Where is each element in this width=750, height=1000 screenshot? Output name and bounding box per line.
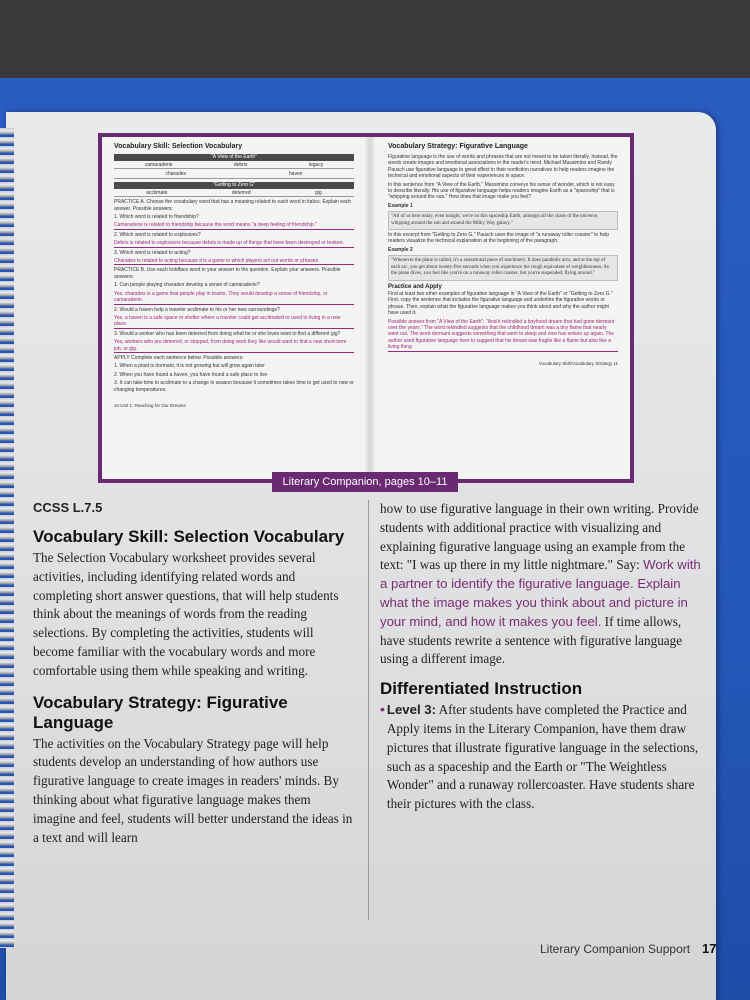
practice-a-q1: 1. Which word is related to friendship? xyxy=(114,214,199,221)
practice-a-a1: Camaraderie is related to friendship because the word means "a deep feeling of friendship." xyxy=(114,222,354,229)
paragraph-practice xyxy=(380,500,702,669)
practice-b-a1: Yes, charades is a game that people play in teams. They would develop a sense of friendship, or camaraderie. xyxy=(114,291,354,305)
paragraph-selection-vocabulary: The Selection Vocabulary worksheet provides several activities, including identifying related words and completing short answer questions, that will help students think about the meanings of words from the reading selections. By completing the activities, students will become familiar with the vocabulary words and more comfortable using them while speaking and writing. xyxy=(33,550,339,678)
spread-right-page xyxy=(388,143,618,367)
practice-b-a3: Yes, workers who are deterred, or stopped, from doing work they like would want to find a new short-term job, or gig. xyxy=(114,339,354,353)
apply-instructions: APPLY Complete each sentence below. Possible answers: xyxy=(114,354,244,361)
spread-left-title: Vocabulary Skill: Selection Vocabulary xyxy=(114,143,243,150)
example-1-box: "All of us here today, even tonight, we're on this spaceship Earth, amongst all the chaos of the universe, whipping around the sun and around the Milky Way galaxy." xyxy=(388,211,618,230)
word-set-2-title: "Getting to Zero G" xyxy=(114,182,354,189)
level-3-text: After students have completed the Practice and Apply items in the Literary Companion, have them draw pictures that illustrate figurative language in the selections, such as a spaceship and the Earth or "The Weightless Wonder" and a runaway rollercoaster. Have students share their pictures with the class. xyxy=(386,702,699,812)
practice-text-end: If time allows, have students rewrite a sentence with figurative language using a different image. xyxy=(380,613,683,667)
word-set-1-row1 xyxy=(114,162,354,169)
example-2-label: Example 2 xyxy=(388,246,413,253)
practice-apply-title: Practice and Apply xyxy=(388,283,442,290)
ccss-standard: CCSS L.7.5 xyxy=(33,500,103,515)
column-divider xyxy=(368,500,369,920)
heading-figurative-language: Vocabulary Strategy: Figurative Language xyxy=(33,692,288,732)
level-3-text-wrap xyxy=(387,701,702,814)
word-set-1-row2 xyxy=(114,171,354,178)
apply-item-1: 1. When a plant is dormant, it is not growing but will grow again later xyxy=(114,363,265,370)
vocab-word: debris xyxy=(233,162,248,168)
level-3-bullet xyxy=(380,701,702,822)
example-2-box: "Whenever the plane is called, it's a sensational piece of machinery. It does parabolic arcs, and at the top of each arc, you get about twenty-five seconds when you experience the rough equivalent of weightlessness. As the plane dives, you feel like you're on a runaway roller coaster, but you're suspended, flying around." xyxy=(388,255,618,280)
practice-a-a2: Debris is related to explosions because debris is made up of things that have been destroyed or broken. xyxy=(114,240,354,247)
practice-b-instructions: PRACTICE B. Use each boldface word in your answer to the question. Explain your answers. Possible answers: xyxy=(114,267,341,280)
practice-b-a2: Yes, a haven is a safe space or shelter where a traveler could get acclimated or used to living in a new place. xyxy=(114,315,354,329)
spiral-binding xyxy=(0,128,14,948)
footer-section-title: Literary Companion Support xyxy=(540,942,691,956)
left-column xyxy=(33,500,353,855)
word-set-2-row xyxy=(114,190,354,197)
vocab-word: acclimate xyxy=(146,189,168,196)
vocab-word: camaraderie xyxy=(144,162,173,168)
page-number: 17 xyxy=(702,941,717,956)
bullet-icon: • xyxy=(380,701,385,718)
spread-caption: Literary Companion, pages 10–11 xyxy=(272,472,458,492)
practice-b-q2: 2. Would a haven help a traveler acclimate to his or her new surroundings? xyxy=(114,306,280,313)
vocab-word: gig xyxy=(315,189,322,196)
practice-a-q2: 2. Which word is related to explosions? xyxy=(114,231,201,238)
spread-gutter xyxy=(364,137,376,479)
figurative-intro: Figurative language is the use of words and phrases that are not meant to be taken literally. Instead, the words create images and emotional associations in the reader's mind. Michael Massimino and Randy Pausch use figurative language to great effect in their nonfiction narratives to help readers imagine the technical and emotional aspects of their experiences in space. xyxy=(388,154,618,180)
practice-b-q1: 1. Can people playing charades develop a sense of camaraderie? xyxy=(114,282,260,289)
heading-differentiated-instruction: Differentiated Instruction xyxy=(380,679,583,699)
heading-selection-vocabulary: Vocabulary Skill: Selection Vocabulary xyxy=(33,527,345,546)
vocab-word: legacy xyxy=(308,162,324,168)
vocab-word: haven xyxy=(288,171,303,178)
apply-item-3: 3. It can take time to acclimate to a change in season because it sometimes takes time to get used to new or changing temperatures. xyxy=(114,380,354,393)
vocab-word: deterred xyxy=(231,189,251,196)
apply-item-2: 2. When you have found a haven, you have found a safe place to live xyxy=(114,371,268,378)
practice-apply-answer: Possible answer from "A View of the Earth": "And it rekindled a boyhood dream that had gone dormant over the years." The word rekindled suggests that the childhood dream was a tiny flame that nearly went out. The word dormant suggests something that went to sleep and now has woken up again. The author used figurative language here to suggest that his dream was fragile like a flame but also like a living thing. xyxy=(388,319,618,352)
level-3-label: Level 3: xyxy=(386,702,437,718)
literary-companion-spread xyxy=(98,133,634,483)
say-prompt: Work with a partner to identify the figurative language. Explain what the image makes you think about and picture in your mind, and how it makes you feel. xyxy=(380,557,701,629)
practice-b-q3: 3. Would a worker who has been deterred from doing what he or she loves want to find a different gig? xyxy=(114,330,341,337)
vocab-word: charades xyxy=(165,171,187,178)
word-set-1-title: "A View of the Earth" xyxy=(114,154,354,161)
practice-text-start: how to use figurative language in their own writing. Provide students with additional practice with visualizing and explaining figurative language using an example from the text: "I was up there in my little nightmare." Say: xyxy=(380,501,699,573)
practice-a-instructions: PRACTICE A. Choose the vocabulary word that has a meaning related to each word in italics. Explain each answer. Possible answers: xyxy=(114,199,352,212)
practice-apply-text: Find at least two other examples of figurative language in "A View of the Earth" or "Getting to Zero G." First, copy the sentence that includes the figurative language and underline the figurative words or phrase. Then, explain what the figurative language makes you think about and why the author might have used it. xyxy=(388,290,613,317)
practice-a-a3: Charades is related to acting because it is a game in which players act out words or phrases. xyxy=(114,258,354,265)
spread-left-page xyxy=(114,143,354,408)
spread-right-title: Vocabulary Strategy: Figurative Language xyxy=(388,143,528,150)
spread-right-footer: Vocabulary Skill/Vocabulary Strategy 11 xyxy=(538,361,618,367)
example-1-label: Example 1 xyxy=(388,202,413,209)
spread-left-footer: 10 Unit 1: Reaching for Our Dreams xyxy=(114,402,186,408)
paragraph-figurative-language: The activities on the Vocabulary Strategy page will help students develop an understanding of how authors use figurative language to create images in readers' minds. By thinking about what figurative language makes them imagine and feel, students will better understand the ideas in a text and will learn xyxy=(33,735,353,845)
figurative-p3: In this excerpt from "Getting to Zero G," Pausch uses the image of "a runaway roller coaster" to help readers visualize the technical explanation at the beginning of the paragraph. xyxy=(388,232,610,245)
practice-a-q3: 3. Which word is related to acting? xyxy=(114,249,191,256)
right-column xyxy=(380,500,702,822)
figurative-p2: In this sentence from "A View of the Earth," Massimino conveys his sense of wonder, which is not easy to describe literally. His use of figurative language helps readers imagine Earth as a "spaceship" that is "whipping around the sun." How does that image make you feel? xyxy=(388,181,615,201)
